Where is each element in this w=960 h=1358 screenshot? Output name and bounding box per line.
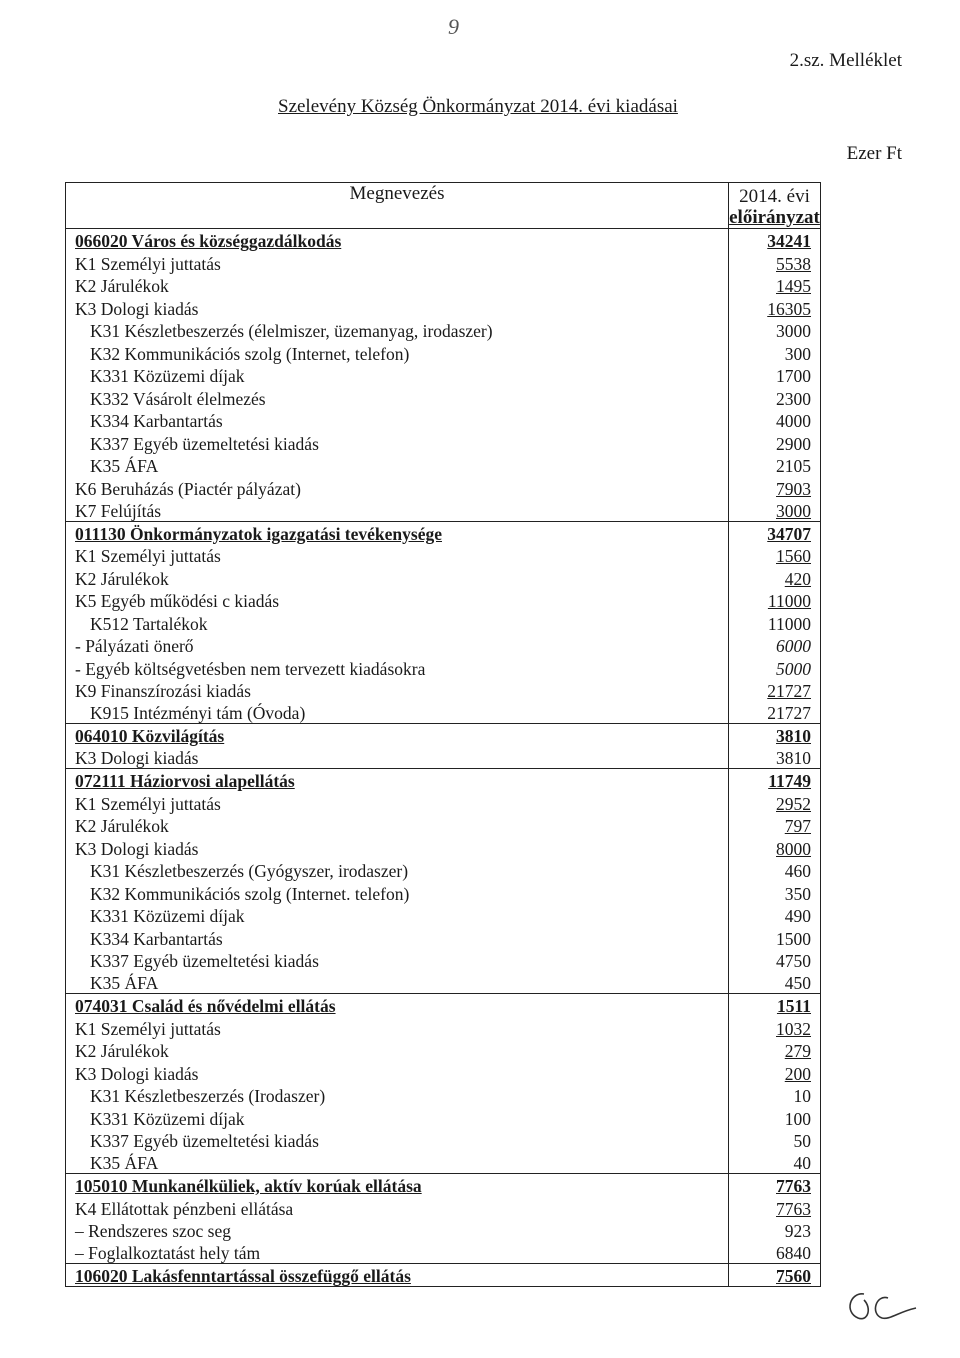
table-row: [66, 791, 821, 814]
row-value: 40: [793, 1153, 811, 1173]
table-row: [66, 1039, 821, 1062]
row-value: 34241: [729, 229, 821, 252]
header-value: [729, 183, 821, 229]
table-row: [66, 589, 821, 612]
table-row: [66, 971, 821, 994]
row-name: K334 Karbantartás: [90, 928, 223, 949]
table-row: [66, 904, 821, 927]
row-name: K35 ÁFA: [90, 456, 159, 476]
header-value-line1: 2014. évi: [739, 186, 810, 207]
row-name: K331 Közüzemi díjak: [90, 1108, 245, 1129]
table-row: [66, 746, 821, 769]
row-value: 11000: [767, 613, 811, 634]
table-row: [66, 949, 821, 972]
row-value: 16305: [767, 298, 811, 319]
row-value: 350: [784, 883, 811, 904]
row-name: K2 Járulékok: [75, 1041, 169, 1061]
row-name: K2 Járulékok: [75, 276, 169, 296]
table-row: [66, 1106, 821, 1129]
document-title: Szelevény Község Önkormányzat 2014. évi kiadásai: [278, 96, 678, 117]
table-row: [66, 454, 821, 477]
budget-table: [65, 182, 821, 1287]
row-name: K9 Finanszírozási kiadás: [75, 681, 251, 701]
row-value: 1511: [729, 994, 821, 1017]
table-row: [66, 476, 821, 499]
row-name: K32 Kommunikációs szolg (Internet, telefon): [90, 343, 410, 364]
table-header: [66, 183, 821, 229]
row-value: 2300: [776, 388, 811, 409]
table-row: [66, 611, 821, 634]
table-row: [66, 926, 821, 949]
row-name: – Foglalkoztatást hely tám: [75, 1243, 261, 1263]
row-value: 4750: [776, 951, 811, 971]
table-row: [66, 1241, 821, 1264]
row-value: 6840: [776, 1243, 811, 1263]
row-name: K4 Ellátottak pénzbeni ellátása: [75, 1198, 294, 1219]
row-name: 106020 Lakásfenntartással összefüggő ellátás: [66, 1264, 729, 1287]
row-value: 1032: [776, 1018, 811, 1039]
row-value: 460: [784, 861, 811, 881]
row-value: 279: [784, 1041, 811, 1061]
section-row: [66, 769, 821, 792]
table-row: [66, 544, 821, 567]
row-name: K3 Dologi kiadás: [75, 298, 199, 319]
handwritten-initials: [842, 1282, 922, 1332]
row-value: 8000: [776, 838, 811, 859]
row-name: K1 Személyi juttatás: [75, 546, 221, 566]
row-value: 1495: [776, 276, 811, 296]
row-name: 011130 Önkormányzatok igazgatási tevékenysége: [66, 521, 729, 544]
row-name: K31 Készletbeszerzés (Irodaszer): [90, 1086, 326, 1106]
row-name: K331 Közüzemi díjak: [90, 906, 245, 926]
table-row: [66, 566, 821, 589]
table-row: [66, 1196, 821, 1219]
row-name: K337 Egyéb üzemeltetési kiadás: [90, 951, 319, 971]
section-row: [66, 229, 821, 252]
unit-label: Ezer Ft: [846, 143, 902, 164]
row-value: 1500: [776, 928, 811, 949]
row-name: K1 Személyi juttatás: [75, 253, 221, 274]
row-name: K3 Dologi kiadás: [75, 1063, 199, 1084]
table-row: [66, 859, 821, 882]
row-name: K6 Beruházás (Piactér pályázat): [75, 478, 301, 499]
row-name: 074031 Család és nővédelmi ellátás: [66, 994, 729, 1017]
row-value: 7763: [729, 1174, 821, 1197]
row-name: - Pályázati önerő: [75, 636, 194, 656]
table-row: [66, 386, 821, 409]
section-row: [66, 724, 821, 747]
row-name: K915 Intézményi tám (Óvoda): [90, 703, 306, 723]
annex-label: 2.sz. Melléklet: [789, 50, 902, 71]
row-name: 064010 Közvilágítás: [66, 724, 729, 747]
table-row: [66, 836, 821, 859]
row-name: K1 Személyi juttatás: [75, 793, 221, 814]
row-value: 7763: [776, 1198, 811, 1219]
row-name: K3 Dologi kiadás: [75, 838, 199, 859]
row-name: K334 Karbantartás: [90, 411, 223, 431]
row-name: K35 ÁFA: [90, 1153, 159, 1173]
row-value: 7903: [776, 478, 811, 499]
row-value: 300: [784, 343, 811, 364]
row-value: 10: [793, 1086, 811, 1106]
table-row: [66, 409, 821, 432]
row-value: 21727: [767, 703, 811, 723]
table-row: [66, 364, 821, 387]
row-value: 490: [784, 906, 811, 926]
table-row: [66, 656, 821, 679]
table-row: [66, 679, 821, 702]
row-value: 11000: [767, 591, 811, 611]
header-value-line2: előirányzat: [729, 207, 820, 228]
row-value: 21727: [767, 681, 811, 701]
row-name: - Egyéb költségvetésben nem tervezett kiadásokra: [75, 658, 426, 679]
row-name: K3 Dologi kiadás: [75, 748, 199, 768]
row-value: 2900: [776, 433, 811, 454]
row-value: 923: [784, 1221, 811, 1241]
row-value: 5538: [776, 253, 811, 274]
row-name: K31 Készletbeszerzés (élelmiszer, üzemanyag, irodaszer): [90, 321, 493, 341]
row-name: K2 Járulékok: [75, 816, 169, 836]
row-value: 34707: [729, 521, 821, 544]
row-name: K331 Közüzemi díjak: [90, 366, 245, 386]
section-row: [66, 1174, 821, 1197]
section-row: [66, 1264, 821, 1287]
row-value: 420: [784, 568, 811, 589]
header-name: Megnevezés: [349, 183, 445, 204]
row-value: 2952: [776, 793, 811, 814]
row-name: K2 Járulékok: [75, 568, 169, 589]
page-number: 9: [448, 14, 459, 39]
table-row: [66, 1151, 821, 1174]
table-row: [66, 431, 821, 454]
row-name: K31 Készletbeszerzés (Gyógyszer, irodaszer): [90, 861, 409, 881]
table-row: [66, 341, 821, 364]
table-row: [66, 1084, 821, 1107]
row-name: K512 Tartalékok: [90, 613, 208, 634]
row-value: 6000: [776, 636, 811, 656]
row-value: 50: [793, 1131, 811, 1151]
table-row: [66, 296, 821, 319]
row-value: 3810: [729, 724, 821, 747]
section-row: [66, 994, 821, 1017]
table-row: [66, 1061, 821, 1084]
table-row: [66, 1016, 821, 1039]
row-value: 100: [784, 1108, 811, 1129]
row-value: 3810: [776, 748, 811, 768]
row-name: K5 Egyéb működési c kiadás: [75, 591, 280, 611]
row-value: 5000: [776, 658, 811, 679]
section-row: [66, 521, 821, 544]
row-name: K35 ÁFA: [90, 973, 159, 993]
table-row: [66, 251, 821, 274]
row-value: 200: [784, 1063, 811, 1084]
row-name: K7 Felújítás: [75, 500, 162, 521]
row-value: 3000: [776, 321, 811, 341]
row-name: 066020 Város és községgazdálkodás: [66, 229, 729, 252]
row-value: 3000: [776, 500, 811, 521]
row-value: 2105: [776, 456, 811, 476]
table-row: [66, 634, 821, 657]
row-value: 797: [784, 816, 811, 836]
row-value: 4000: [776, 411, 811, 431]
row-value: 450: [784, 973, 811, 993]
table-body: [66, 229, 821, 1287]
table-row: [66, 1129, 821, 1152]
row-name: 072111 Háziorvosi alapellátás: [66, 769, 729, 792]
table-row: [66, 881, 821, 904]
row-value: 7560: [729, 1264, 821, 1287]
row-value: 11749: [729, 769, 821, 792]
table-row: [66, 814, 821, 837]
row-name: K32 Kommunikációs szolg (Internet. telefon): [90, 883, 410, 904]
table-row: [66, 1219, 821, 1242]
row-name: – Rendszeres szoc seg: [75, 1221, 231, 1241]
table-row: [66, 499, 821, 522]
row-value: 1560: [776, 546, 811, 566]
row-name: K337 Egyéb üzemeltetési kiadás: [90, 433, 319, 454]
row-name: K332 Vásárolt élelmezés: [90, 388, 266, 409]
table-row: [66, 274, 821, 297]
row-value: 1700: [776, 366, 811, 386]
row-name: K337 Egyéb üzemeltetési kiadás: [90, 1131, 319, 1151]
table-row: [66, 319, 821, 342]
row-name: 105010 Munkanélküliek, aktív korúak ellátása: [66, 1174, 729, 1197]
row-name: K1 Személyi juttatás: [75, 1018, 221, 1039]
table-row: [66, 701, 821, 724]
